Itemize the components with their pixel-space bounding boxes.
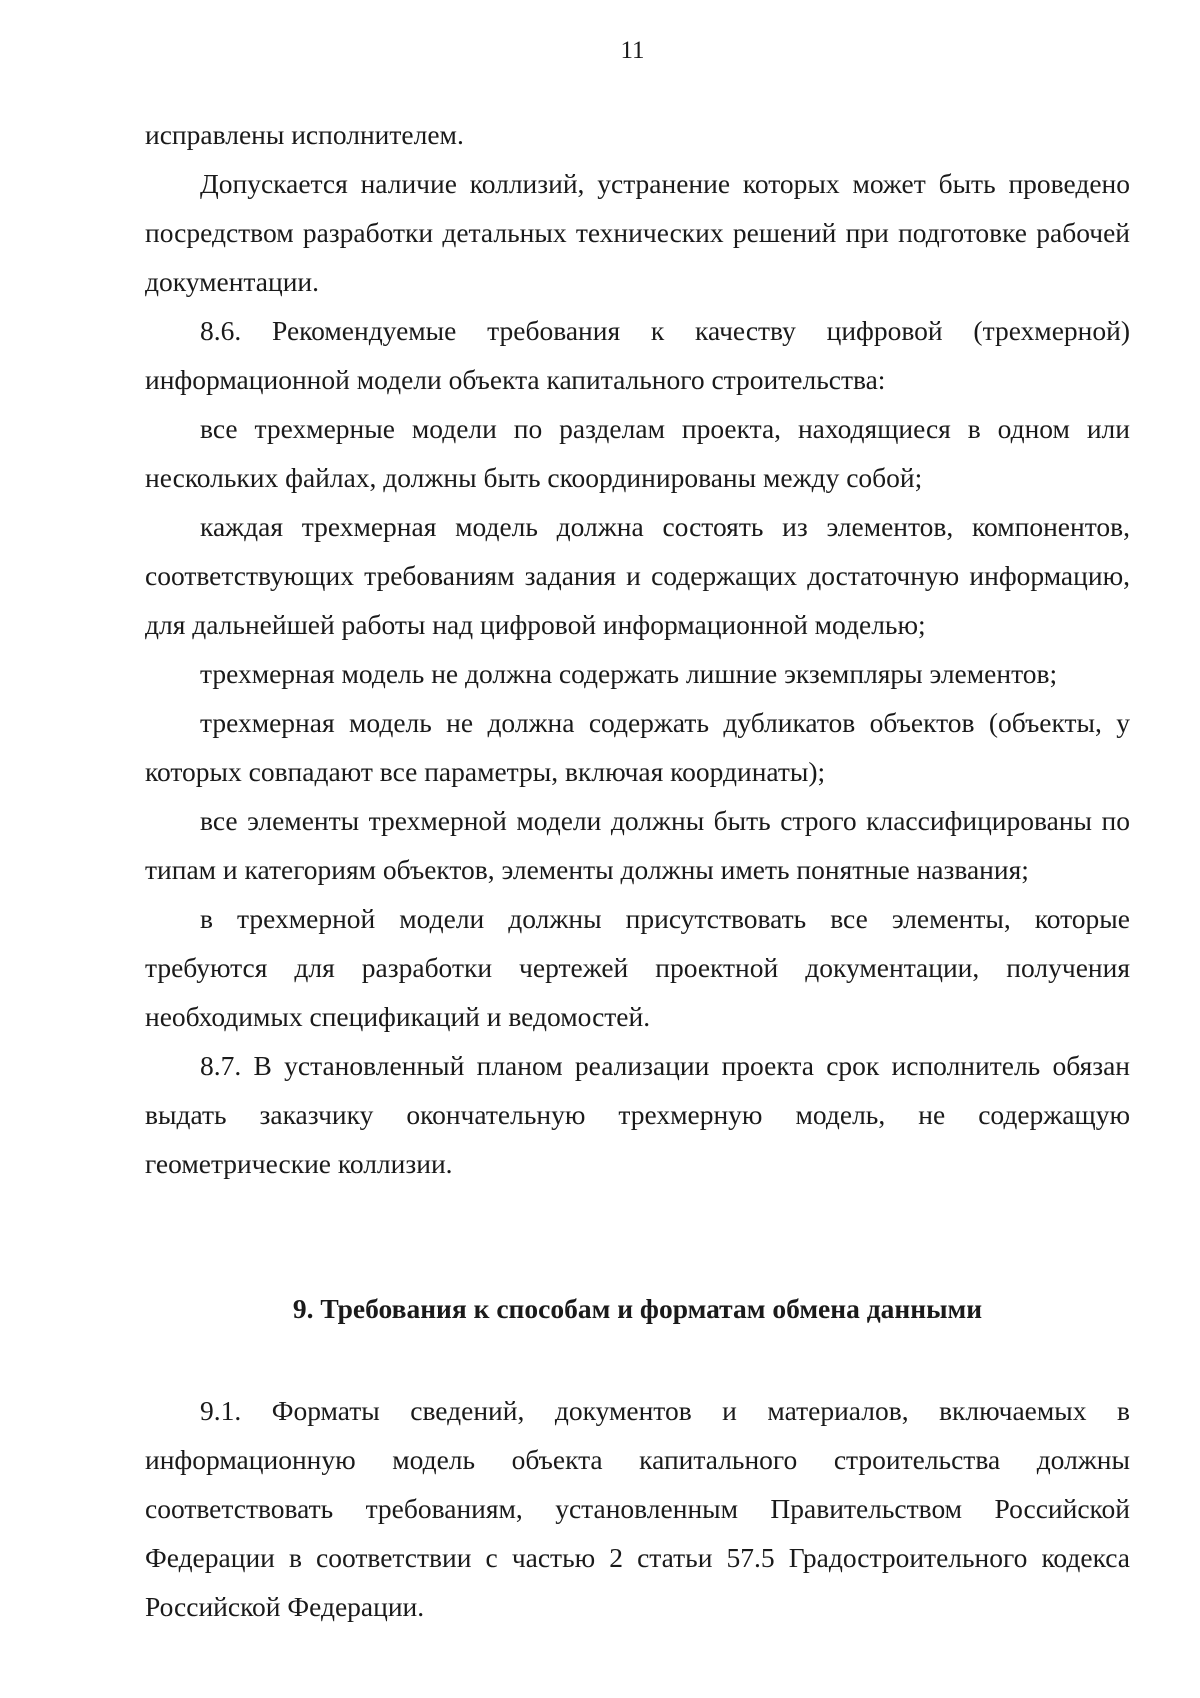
paragraph-model-elements: каждая трехмерная модель должна состоять из элементов, компонентов, соответствующих требованиям задания и содержащих достаточную информацию, для дальнейшей работы над цифровой информационной моделью; (145, 511, 1130, 640)
section-body-text (145, 1386, 1130, 1631)
paragraph-9-1: 9.1. Форматы сведений, документов и материалов, включаемых в информационную модель объекта капитального строительства должны соответствовать требованиям, установленным Правительством Российской Федерации в соответствии с частью 2 статьи 57.5 Градостроительного кодекса Российской Федерации. (145, 1395, 1130, 1622)
paragraph-models-coordinated: все трехмерные модели по разделам проекта, находящиеся в одном или нескольких файлах, должны быть скоординированы между собой; (145, 413, 1130, 493)
paragraph-no-extra-instances: трехмерная модель не должна содержать лишние экземпляры элементов; (200, 658, 1058, 689)
paragraph-continuation: исправлены исполнителем. (145, 119, 464, 150)
paragraph-collisions: Допускается наличие коллизий, устранение которых может быть проведено посредством разработки детальных технических решений при подготовке рабочей документации. (145, 168, 1130, 297)
body-text (145, 110, 1130, 1188)
paragraph-classification: все элементы трехмерной модели должны быть строго классифицированы по типам и категориям объектов, элементы должны иметь понятные названия; (145, 805, 1130, 885)
page-number: 11 (620, 37, 645, 64)
section-heading: 9. Требования к способам и форматам обмена данными (292, 1293, 983, 1324)
paragraph-no-duplicates: трехмерная модель не должна содержать дубликатов объектов (объекты, у которых совпадают все параметры, включая координаты); (145, 707, 1130, 787)
paragraph-8-6: 8.6. Рекомендуемые требования к качеству цифровой (трехмерной) информационной модели объекта капитального строительства: (145, 315, 1130, 395)
paragraph-8-7: 8.7. В установленный планом реализации проекта срок исполнитель обязан выдать заказчику окончательную трехмерную модель, не содержащую геометрические коллизии. (145, 1050, 1130, 1179)
paragraph-required-elements: в трехмерной модели должны присутствовать все элементы, которые требуются для разработки чертежей проектной документации, получения необходимых спецификаций и ведомостей. (145, 903, 1130, 1032)
